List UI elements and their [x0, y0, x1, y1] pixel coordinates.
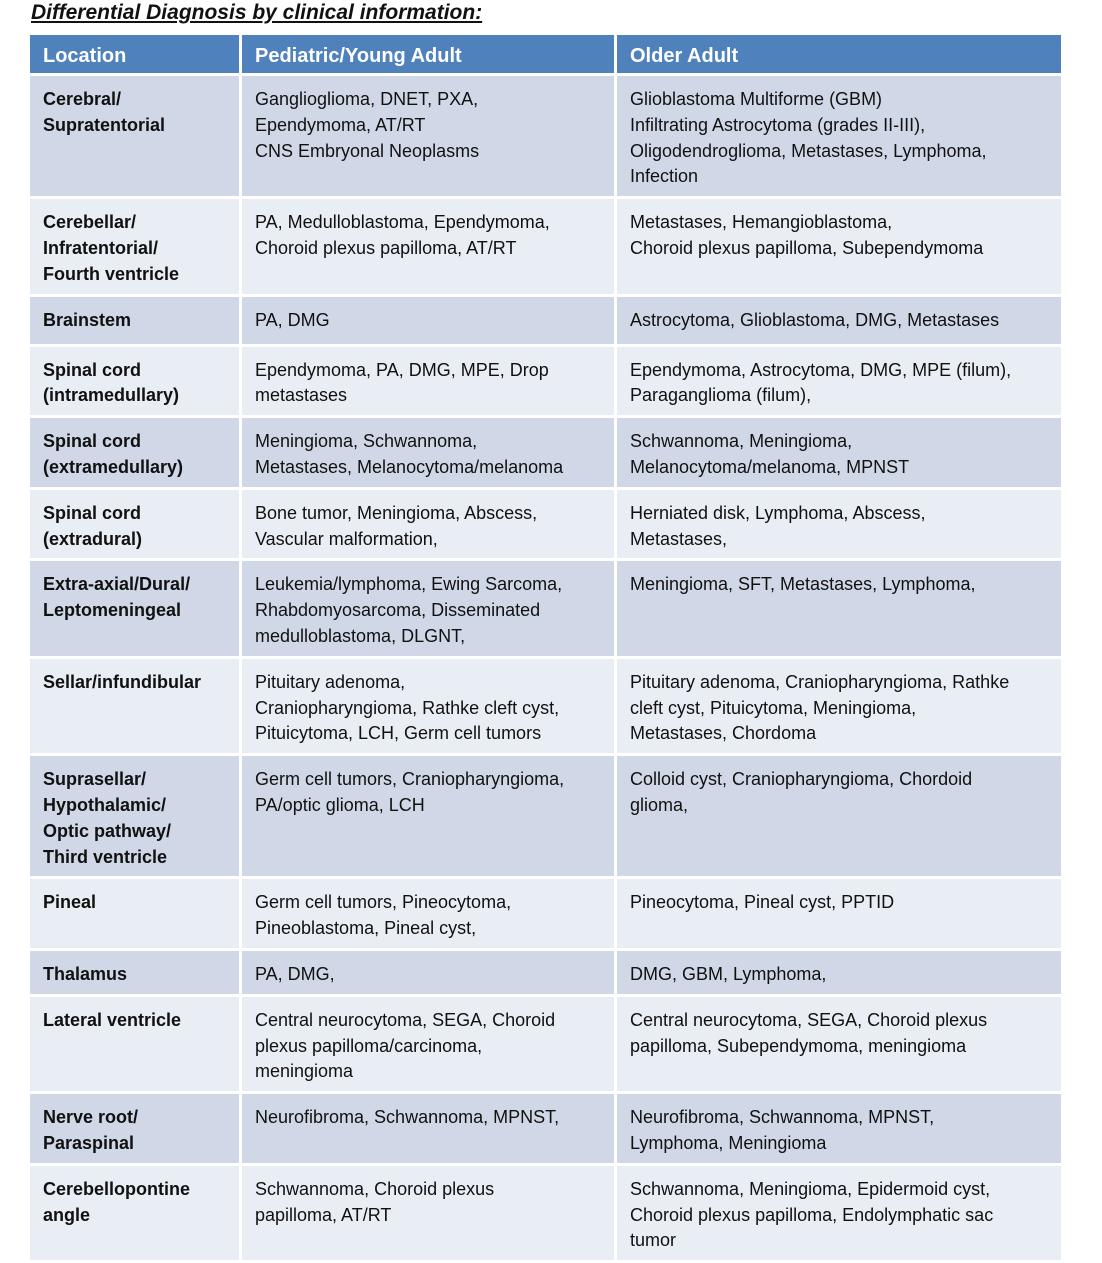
pediatric-cell: Ependymoma, PA, DMG, MPE, Drop metastases — [242, 347, 617, 419]
older-adult-cell: Astrocytoma, Glioblastoma, DMG, Metastases — [617, 297, 1061, 347]
pediatric-cell: PA, Medulloblastoma, Ependymoma, Choroid plexus papilloma, AT/RT — [242, 199, 617, 296]
pediatric-cell: Meningioma, Schwannoma, Metastases, Melanocytoma/melanoma — [242, 418, 617, 490]
location-cell: Sellar/infundibular — [30, 659, 242, 756]
older-adult-cell: Meningioma, SFT, Metastases, Lymphoma, — [617, 561, 1061, 658]
table-row — [30, 951, 1061, 997]
pediatric-cell: Neurofibroma, Schwannoma, MPNST, — [242, 1094, 617, 1166]
older-adult-cell: Schwannoma, Meningioma, Melanocytoma/melanoma, MPNST — [617, 418, 1061, 490]
pediatric-cell: Schwannoma, Choroid plexus papilloma, AT/RT — [242, 1166, 617, 1263]
table-row — [30, 297, 1061, 347]
pediatric-cell: PA, DMG, — [242, 951, 617, 997]
location-cell: Lateral ventricle — [30, 997, 242, 1094]
older-adult-cell: Herniated disk, Lymphoma, Abscess, Metastases, — [617, 490, 1061, 562]
older-adult-cell: Glioblastoma Multiforme (GBM) Infiltrating Astrocytoma (grades II-III), Oligodendroglioma, Metastases, Lymphoma, Infection — [617, 76, 1061, 199]
differential-diagnosis-table — [30, 35, 1061, 1263]
location-cell: Extra-axial/Dural/ Leptomeningeal — [30, 561, 242, 658]
older-adult-cell: Neurofibroma, Schwannoma, MPNST, Lymphoma, Meningioma — [617, 1094, 1061, 1166]
table-header-row — [30, 35, 1061, 76]
location-cell: Cerebral/ Supratentorial — [30, 76, 242, 199]
table-row — [30, 1094, 1061, 1166]
column-header-location: Location — [30, 35, 242, 76]
table-row — [30, 199, 1061, 296]
column-header-older: Older Adult — [617, 35, 1061, 76]
location-cell: Spinal cord (extradural) — [30, 490, 242, 562]
older-adult-cell: Colloid cyst, Craniopharyngioma, Chordoid glioma, — [617, 756, 1061, 879]
location-cell: Suprasellar/ Hypothalamic/ Optic pathway/ Third ventricle — [30, 756, 242, 879]
pediatric-cell: Pituitary adenoma, Craniopharyngioma, Rathke cleft cyst, Pituicytoma, LCH, Germ cell tumors — [242, 659, 617, 756]
location-cell: Pineal — [30, 879, 242, 951]
table-row — [30, 756, 1061, 879]
older-adult-cell: Pineocytoma, Pineal cyst, PPTID — [617, 879, 1061, 951]
table-row — [30, 879, 1061, 951]
older-adult-cell: Pituitary adenoma, Craniopharyngioma, Rathke cleft cyst, Pituicytoma, Meningioma, Metastases, Chordoma — [617, 659, 1061, 756]
table-row — [30, 76, 1061, 199]
table-row — [30, 997, 1061, 1094]
pediatric-cell: Germ cell tumors, Pineocytoma, Pineoblastoma, Pineal cyst, — [242, 879, 617, 951]
pediatric-cell: Central neurocytoma, SEGA, Choroid plexus papilloma/carcinoma, meningioma — [242, 997, 617, 1094]
older-adult-cell: Schwannoma, Meningioma, Epidermoid cyst, Choroid plexus papilloma, Endolymphatic sac tumor — [617, 1166, 1061, 1263]
table-row — [30, 418, 1061, 490]
location-cell: Nerve root/ Paraspinal — [30, 1094, 242, 1166]
older-adult-cell: DMG, GBM, Lymphoma, — [617, 951, 1061, 997]
location-cell: Cerebellar/ Infratentorial/ Fourth ventricle — [30, 199, 242, 296]
pediatric-cell: Bone tumor, Meningioma, Abscess, Vascular malformation, — [242, 490, 617, 562]
location-cell: Spinal cord (intramedullary) — [30, 347, 242, 419]
location-cell: Spinal cord (extramedullary) — [30, 418, 242, 490]
table-row — [30, 659, 1061, 756]
older-adult-cell: Ependymoma, Astrocytoma, DMG, MPE (filum), Paraganglioma (filum), — [617, 347, 1061, 419]
pediatric-cell: Ganglioglioma, DNET, PXA, Ependymoma, AT/RT CNS Embryonal Neoplasms — [242, 76, 617, 199]
pediatric-cell: Leukemia/lymphoma, Ewing Sarcoma, Rhabdomyosarcoma, Disseminated medulloblastoma, DLGNT, — [242, 561, 617, 658]
location-cell: Brainstem — [30, 297, 242, 347]
table-row — [30, 347, 1061, 419]
page-title: Differential Diagnosis by clinical information: — [31, 1, 483, 24]
older-adult-cell: Central neurocytoma, SEGA, Choroid plexus papilloma, Subependymoma, meningioma — [617, 997, 1061, 1094]
pediatric-cell: Germ cell tumors, Craniopharyngioma, PA/optic glioma, LCH — [242, 756, 617, 879]
location-cell: Cerebellopontine angle — [30, 1166, 242, 1263]
table-row — [30, 561, 1061, 658]
older-adult-cell: Metastases, Hemangioblastoma, Choroid plexus papilloma, Subependymoma — [617, 199, 1061, 296]
table-row — [30, 1166, 1061, 1263]
location-cell: Thalamus — [30, 951, 242, 997]
column-header-pediatric: Pediatric/Young Adult — [242, 35, 617, 76]
table-row — [30, 490, 1061, 562]
pediatric-cell: PA, DMG — [242, 297, 617, 347]
